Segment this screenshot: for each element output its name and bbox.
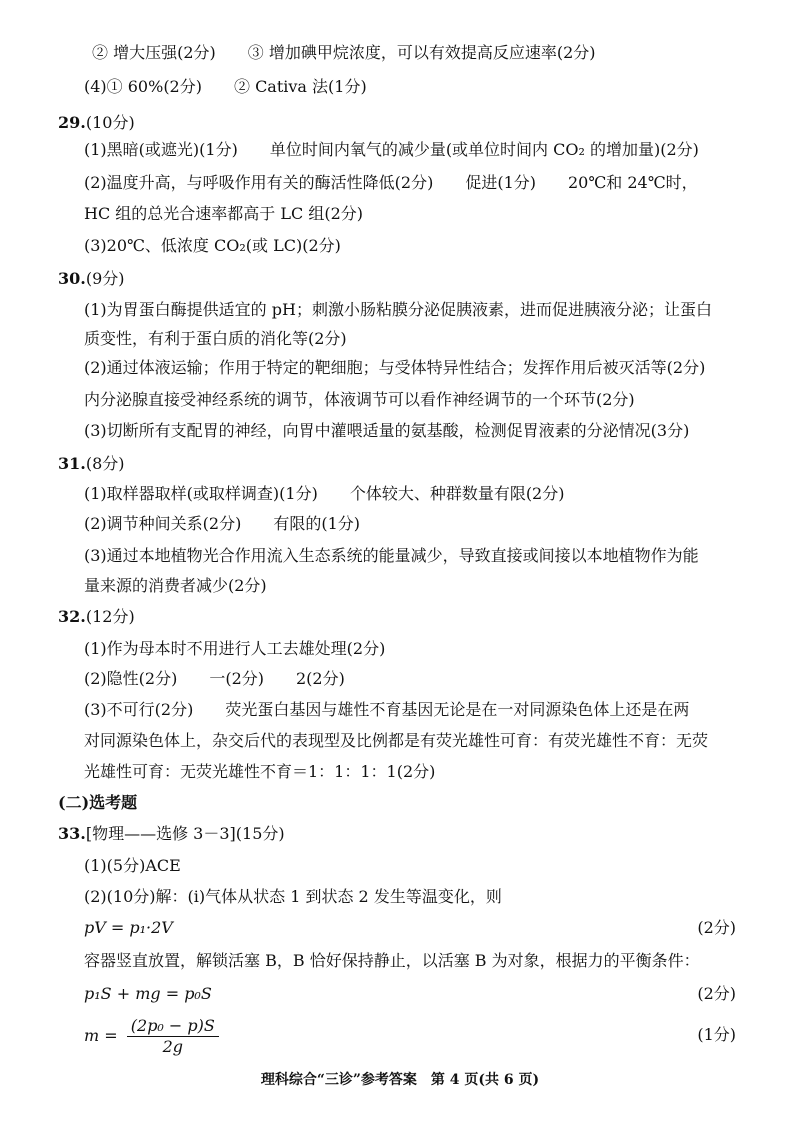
equation-force-balance-score: (2分) — [697, 984, 736, 1003]
q30-part1-line1: (1)为胃蛋白酶提供适宜的 pH；刺激小肠粘膜分泌促胰液素，进而促进胰液分泌；让蛋白 — [84, 300, 712, 319]
q32-part3-line2: 对同源染色体上，杂交后代的表现型及比例都是有荧光雄性可育：有荧光雄性不育：无荧 — [84, 731, 709, 750]
q31-part3-line1: (3)通过本地植物光合作用流入生态系统的能量减少，导致直接或间接以本地植物作为能 — [84, 546, 699, 565]
q31-part2: (2)调节种间关系(2分) 有限的(1分) — [84, 514, 360, 533]
equation-force-balance: p₁S + mg = p₀S — [84, 984, 212, 1003]
q32-part1: (1)作为母本时不用进行人工去雄处理(2分) — [84, 639, 386, 658]
q31-part1: (1)取样器取样(或取样调查)(1分) 个体较大、种群数量有限(2分) — [84, 484, 565, 503]
q31-header — [58, 453, 125, 475]
q30-part3: (3)切断所有支配胃的神经，向胃中灌喂适量的氨基酸，检测促胃液素的分泌情况(3分) — [84, 421, 690, 440]
q32-points: (12分) — [85, 607, 135, 626]
equation-mass-lhs: m = — [84, 1026, 118, 1045]
q33-header — [58, 823, 285, 845]
q33-piston-text: 容器竖直放置，解锁活塞 B，B 恰好保持静止，以活塞 B 为对象，根据力的平衡条件： — [84, 951, 700, 970]
q28-part3-line: ② 增大压强(2分) ③ 增加碘甲烷浓度，可以有效提高反应速率(2分) — [92, 43, 596, 62]
page-footer: 理科综合“三诊”参考答案 第 4 页(共 6 页) — [260, 1072, 540, 1088]
equation-mass-numerator: (2p₀ − p)S — [127, 1016, 219, 1037]
equation-mass — [84, 1014, 219, 1058]
q31-number: 31. — [58, 454, 86, 473]
q29-number: 29. — [58, 113, 86, 132]
q32-part2: (2)隐性(2分) 一(2分) 2(2分) — [84, 669, 345, 688]
q32-header — [58, 606, 135, 628]
q32-part3-line3: 光雄性可育：无荧光雄性不育＝1：1：1：1(2分) — [84, 762, 436, 781]
q33-number: 33. — [58, 824, 86, 843]
q33-part2-intro: (2)(10分)解：(i)气体从状态 1 到状态 2 发生等温变化，则 — [84, 887, 502, 906]
q31-points: (8分) — [85, 454, 125, 473]
q32-part3-line1: (3)不可行(2分) 荧光蛋白基因与雄性不育基因无论是在一对同源染色体上还是在两 — [84, 700, 690, 719]
equation-mass-fraction — [127, 1016, 219, 1057]
equation-isothermal: pV = p₁·2V — [84, 918, 173, 937]
equation-isothermal-score: (2分) — [697, 918, 736, 937]
q30-points: (9分) — [85, 269, 125, 288]
q32-number: 32. — [58, 607, 86, 626]
equation-mass-score: (1分) — [697, 1025, 736, 1044]
equation-mass-denominator: 2g — [162, 1037, 184, 1056]
q29-points: (10分) — [85, 113, 135, 132]
q33-part1: (1)(5分)ACE — [84, 856, 181, 875]
q30-part2-line1: (2)通过体液运输；作用于特定的靶细胞；与受体特异性结合；发挥作用后被灭活等(2分) — [84, 358, 706, 377]
q29-part2-line1: (2)温度升高，与呼吸作用有关的酶活性降低(2分) 促进(1分) 20℃和 24℃时， — [84, 173, 698, 192]
q28-part4-line: (4)① 60%(2分) ② Cativa 法(1分) — [84, 77, 367, 96]
q29-part3: (3)20℃、低浓度 CO₂(或 LC)(2分) — [84, 236, 341, 255]
q29-header — [58, 112, 135, 134]
q29-part2-line2: HC 组的总光合速率都高于 LC 组(2分) — [84, 204, 363, 223]
q30-part1-line2: 质变性，有利于蛋白质的消化等(2分) — [84, 329, 347, 348]
q30-header — [58, 268, 125, 290]
q30-part2-line2: 内分泌腺直接受神经系统的调节，体液调节可以看作神经调节的一个环节(2分) — [84, 390, 635, 409]
q29-part1: (1)黑暗(或遮光)(1分) 单位时间内氧气的减少量(或单位时间内 CO₂ 的增加量)(2分) — [84, 140, 699, 159]
q33-topic: [物理——选修 3－3](15分) — [85, 824, 285, 843]
q31-part3-line2: 量来源的消费者减少(2分) — [84, 576, 267, 595]
q30-number: 30. — [58, 269, 86, 288]
section-elective-heading: (二)选考题 — [58, 793, 138, 812]
